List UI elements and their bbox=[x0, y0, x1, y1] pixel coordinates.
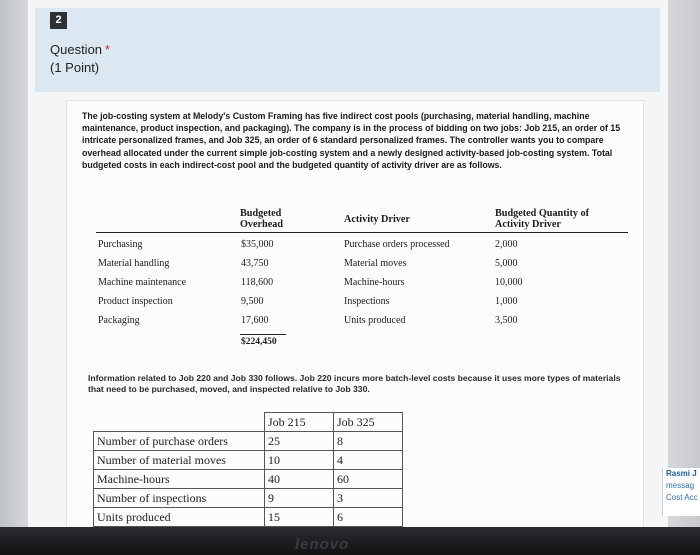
overhead-packaging: 17,600 bbox=[241, 315, 269, 326]
pool-purchasing: Purchasing bbox=[98, 239, 143, 250]
problem-intro-text: The job-costing system at Melody's Custom Framing has five indirect cost pools (purchasing, material handling, machine maintenance, product inspection, and packaging). The company is in the process of bidding on two jobs: Job 215, an order of 15 intricate personalized frames, and Job 325, an order of 6 standard personalized frames. The controller wants you to compare overhead allocated under the current simple job-costing system and a newly designed activity-based job-costing system. Total budgeted costs in each indirect-cost pool and the budgeted quantity of activity driver are as follows. bbox=[82, 111, 621, 170]
device-brand-logo: lenovo bbox=[295, 536, 350, 553]
question-title bbox=[50, 42, 110, 57]
jobs-325-inspections: 3 bbox=[334, 489, 403, 508]
jobs-325-material-moves: 4 bbox=[334, 451, 403, 470]
header-rule bbox=[96, 232, 628, 233]
quantity-product-inspection: 1,000 bbox=[495, 296, 518, 307]
total-rule bbox=[240, 334, 286, 335]
overhead-total: $224,450 bbox=[241, 337, 277, 347]
overhead-product-inspection: 9,500 bbox=[241, 296, 264, 307]
jobs-table bbox=[93, 412, 403, 527]
driver-material-handling: Material moves bbox=[344, 258, 407, 269]
jobs-215-units-produced: 15 bbox=[265, 508, 334, 527]
jobs-325-units-produced: 6 bbox=[334, 508, 403, 527]
quantity-purchasing: 2,000 bbox=[495, 239, 518, 250]
table-row bbox=[94, 489, 403, 508]
driver-purchasing: Purchase orders processed bbox=[344, 239, 450, 250]
table-row bbox=[94, 432, 403, 451]
table-row bbox=[94, 451, 403, 470]
job-info-text: Information related to Job 220 and Job 330 follows. Job 220 incurs more batch-level costs because it uses more types of materials that need to be purchased, moved, and inspected relative to Job 330. bbox=[88, 373, 621, 394]
header-activity-driver: Activity Driver bbox=[344, 214, 410, 225]
driver-packaging: Units produced bbox=[344, 315, 406, 326]
jobs-label-inspections: Number of inspections bbox=[94, 489, 265, 508]
jobs-header-325: Job 325 bbox=[334, 413, 403, 432]
screen-bezel-left bbox=[0, 0, 28, 555]
chat-notification[interactable] bbox=[662, 468, 700, 516]
overhead-material-handling: 43,750 bbox=[241, 258, 269, 269]
driver-product-inspection: Inspections bbox=[344, 296, 390, 307]
jobs-table-header-row bbox=[94, 413, 403, 432]
question-points: (1 Point) bbox=[50, 60, 100, 75]
question-header bbox=[35, 8, 660, 92]
table-row bbox=[94, 508, 403, 527]
chat-preview-line1: messag bbox=[666, 481, 695, 490]
question-title-text: Question bbox=[50, 42, 103, 57]
pool-machine-maintenance: Machine maintenance bbox=[98, 277, 187, 288]
jobs-label-purchase-orders: Number of purchase orders bbox=[94, 432, 265, 451]
pool-product-inspection: Product inspection bbox=[98, 296, 173, 307]
quantity-machine-maintenance: 10,000 bbox=[495, 277, 523, 288]
quantity-packaging: 3,500 bbox=[495, 315, 518, 326]
header-budgeted-quantity: Budgeted Quantity of Activity Driver bbox=[495, 208, 589, 230]
required-mark: * bbox=[105, 42, 111, 57]
driver-machine-maintenance: Machine-hours bbox=[344, 277, 405, 288]
question-number-badge: 2 bbox=[50, 12, 67, 29]
chat-sender-name: Rasmi J bbox=[666, 469, 697, 478]
jobs-label-machine-hours: Machine-hours bbox=[94, 470, 265, 489]
pool-packaging: Packaging bbox=[98, 315, 140, 326]
pool-material-handling: Material handling bbox=[98, 258, 170, 269]
overhead-purchasing: $35,000 bbox=[241, 239, 274, 250]
jobs-215-purchase-orders: 25 bbox=[265, 432, 334, 451]
jobs-215-machine-hours: 40 bbox=[265, 470, 334, 489]
quantity-material-handling: 5,000 bbox=[495, 258, 518, 269]
jobs-label-units-produced: Units produced bbox=[94, 508, 265, 527]
jobs-header-blank bbox=[94, 413, 265, 432]
jobs-325-purchase-orders: 8 bbox=[334, 432, 403, 451]
screen-bezel-bottom bbox=[0, 527, 700, 555]
jobs-215-material-moves: 10 bbox=[265, 451, 334, 470]
table-row bbox=[94, 470, 403, 489]
jobs-label-material-moves: Number of material moves bbox=[94, 451, 265, 470]
header-budgeted-overhead: Budgeted Overhead bbox=[240, 208, 284, 230]
jobs-215-inspections: 9 bbox=[265, 489, 334, 508]
jobs-header-215: Job 215 bbox=[265, 413, 334, 432]
overhead-machine-maintenance: 118,600 bbox=[241, 277, 274, 288]
jobs-325-machine-hours: 60 bbox=[334, 470, 403, 489]
chat-preview-line2: Cost Acc bbox=[666, 493, 698, 502]
